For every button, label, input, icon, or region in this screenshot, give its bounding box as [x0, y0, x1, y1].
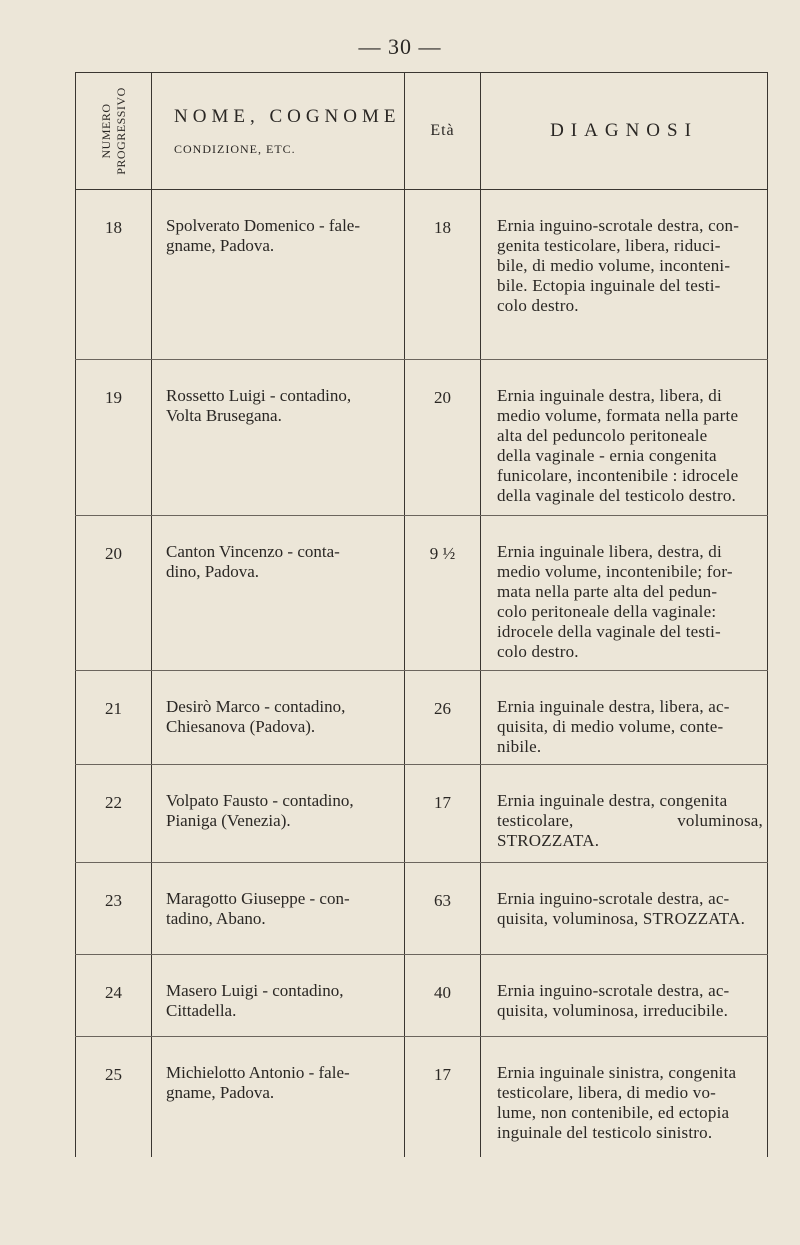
diagnosis-line: medio volume, incontenibile; for-	[497, 562, 733, 581]
diagnosis-line: genita testicolare, libera, riduci-	[497, 236, 721, 255]
row-age: 40	[405, 955, 481, 1037]
table-row	[76, 360, 768, 516]
row-age: 26	[405, 671, 481, 765]
table-row	[76, 955, 768, 1037]
row-diagnosis	[481, 955, 768, 1037]
row-number: 25	[76, 1037, 152, 1157]
patient-register-table	[75, 72, 768, 1157]
page-number: — 30 —	[358, 34, 442, 59]
diagnosis-line: alta del peduncolo peritoneale	[497, 426, 708, 445]
row-number: 21	[76, 671, 152, 765]
header-diagnosis: DIAGNOSI	[481, 73, 768, 190]
diagnosis-line: della vaginale del testicolo destro.	[497, 486, 736, 505]
name-line: dino, Padova.	[166, 562, 260, 581]
row-age: 17	[405, 1037, 481, 1157]
diagnosis-line: quisita, voluminosa, irreducibile.	[497, 1001, 729, 1020]
header-name	[152, 73, 405, 190]
row-number: 20	[76, 516, 152, 671]
row-diagnosis	[481, 360, 768, 516]
diagnosis-line: medio volume, formata nella parte	[497, 406, 739, 425]
diagnosis-line: Ernia inguino-scrotale destra, con-	[497, 216, 740, 235]
name-line: Spolverato Domenico - fale-	[166, 216, 361, 235]
name-line: Volpato Fausto - contadino,	[166, 791, 354, 810]
diagnosis-line: idrocele della vaginale del testi-	[497, 622, 721, 641]
header-number-line2: PROGRESSIVO	[113, 87, 128, 175]
row-number: 22	[76, 765, 152, 863]
diagnosis-line: Ernia inguino-scrotale destra, ac-	[497, 981, 730, 1000]
diagnosis-line: testicolare, libera, di medio vo-	[497, 1083, 717, 1102]
name-line: tadino, Abano.	[166, 909, 266, 928]
name-line: Volta Brusegana.	[166, 406, 282, 425]
header-name-line1: NOME, COGNOME	[174, 105, 401, 127]
header-age: Età	[405, 73, 481, 190]
table-row	[76, 516, 768, 671]
diagnosis-line: colo peritoneale della vaginale:	[497, 602, 717, 621]
row-name-condition	[152, 516, 405, 671]
row-diagnosis	[481, 1037, 768, 1157]
diagnosis-line: lume, non contenibile, ed ectopia	[497, 1103, 730, 1122]
table-row	[76, 671, 768, 765]
row-name-condition	[152, 765, 405, 863]
name-line: Cittadella.	[166, 1001, 237, 1020]
table-header-row	[76, 73, 768, 190]
row-diagnosis	[481, 190, 768, 360]
row-age: 18	[405, 190, 481, 360]
row-diagnosis	[481, 863, 768, 955]
diagnosis-line: Ernia inguino-scrotale destra, ac-	[497, 889, 730, 908]
row-diagnosis	[481, 671, 768, 765]
diagnosis-line: della vaginale - ernia congenita	[497, 446, 717, 465]
diagnosis-line: bile. Ectopia inguinale del testi-	[497, 276, 721, 295]
diagnosis-line: testicolare, voluminosa, STROZZATA.	[497, 811, 763, 850]
row-diagnosis	[481, 765, 768, 863]
row-diagnosis	[481, 516, 768, 671]
diagnosis-line: Ernia inguinale libera, destra, di	[497, 542, 722, 561]
table-row	[76, 1037, 768, 1157]
row-age: 9 ½	[405, 516, 481, 671]
row-name-condition	[152, 1037, 405, 1157]
name-line: gname, Padova.	[166, 1083, 275, 1102]
diagnosis-line: nibile.	[497, 737, 542, 756]
table-row	[76, 190, 768, 360]
name-line: Rossetto Luigi - contadino,	[166, 386, 352, 405]
diagnosis-line: Ernia inguinale destra, libera, ac-	[497, 697, 730, 716]
diagnosis-line: mata nella parte alta del pedun-	[497, 582, 718, 601]
row-number: 18	[76, 190, 152, 360]
row-name-condition	[152, 955, 405, 1037]
diagnosis-line: colo destro.	[497, 296, 579, 315]
row-name-condition	[152, 190, 405, 360]
row-name-condition	[152, 360, 405, 516]
diagnosis-line: funicolare, incontenibile : idrocele	[497, 466, 739, 485]
row-age: 17	[405, 765, 481, 863]
row-age: 20	[405, 360, 481, 516]
header-number	[76, 73, 152, 190]
name-line: Masero Luigi - contadino,	[166, 981, 344, 1000]
name-line: Maragotto Giuseppe - con-	[166, 889, 350, 908]
name-line: Chiesanova (Padova).	[166, 717, 316, 736]
header-name-line2: CONDIZIONE, ETC.	[174, 141, 296, 156]
diagnosis-line: Ernia inguinale destra, libera, di	[497, 386, 722, 405]
name-line: Canton Vincenzo - conta-	[166, 542, 340, 561]
table-row	[76, 765, 768, 863]
row-number: 23	[76, 863, 152, 955]
row-age: 63	[405, 863, 481, 955]
name-line: Michielotto Antonio - fale-	[166, 1063, 350, 1082]
row-name-condition	[152, 671, 405, 765]
diagnosis-line: Ernia inguinale destra, congenita	[497, 791, 728, 810]
diagnosis-line: Ernia inguinale sinistra, congenita	[497, 1063, 737, 1082]
diagnosis-line: quisita, di medio volume, conte-	[497, 717, 724, 736]
name-line: Pianiga (Venezia).	[166, 811, 291, 830]
row-name-condition	[152, 863, 405, 955]
diagnosis-line: colo destro.	[497, 642, 579, 661]
table-row	[76, 863, 768, 955]
diagnosis-line: inguinale del testicolo sinistro.	[497, 1123, 713, 1142]
diagnosis-line: quisita, voluminosa, STROZZATA.	[497, 909, 746, 928]
name-line: gname, Padova.	[166, 236, 275, 255]
name-line: Desirò Marco - contadino,	[166, 697, 346, 716]
row-number: 19	[76, 360, 152, 516]
row-number: 24	[76, 955, 152, 1037]
diagnosis-line: bile, di medio volume, inconteni-	[497, 256, 731, 275]
header-number-line1: NUMERO	[98, 103, 113, 159]
